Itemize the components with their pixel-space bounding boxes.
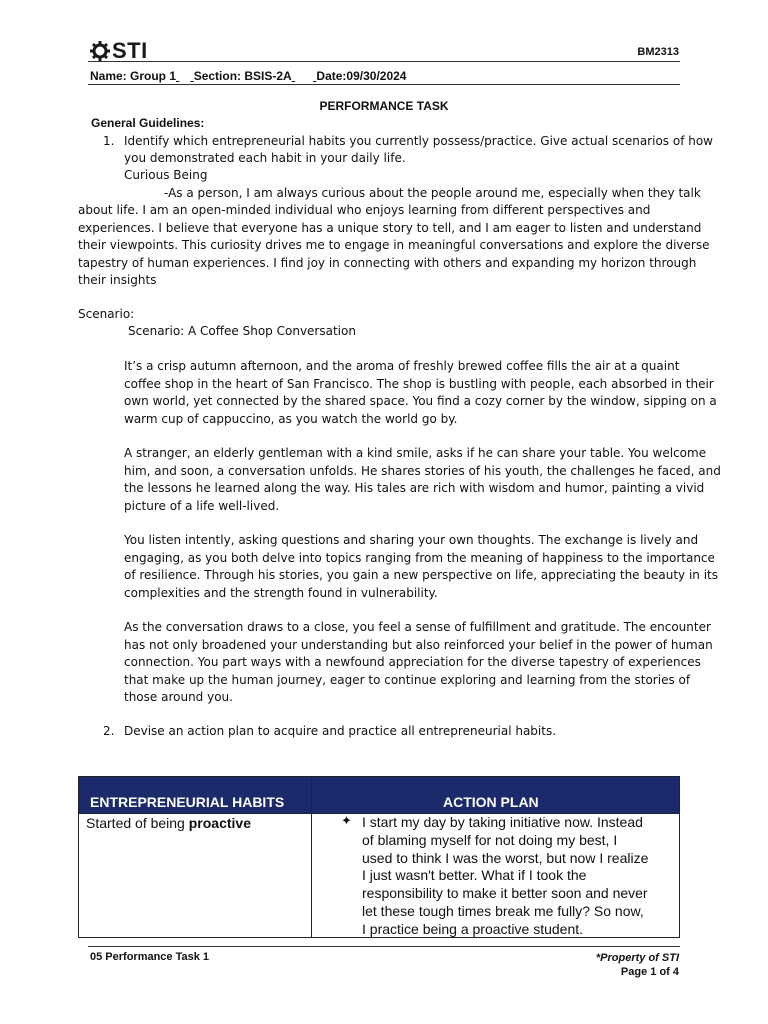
page-number: Page 1 of 4 [620,966,679,978]
property-notice: *Property of STI [595,952,679,964]
scenario-line: warm cup of cappuccino, as you watch the world go by. [124,412,458,426]
footer-right [596,951,679,979]
paragraph-line: experiences. I believe that everyone has a unique story to tell, and I am eager to listen and understand [78,221,702,235]
item1-line2: you demonstrated each habit in your daily life. [124,151,406,165]
footer-title: 05 Performance Task 1 [90,951,210,963]
plan-line: of blaming myself for not doing my best, I [362,831,618,848]
scenario-line: engaging, as you both delve into topics ranging from the meaning of happiness to the importance [124,551,715,565]
scenario-line: picture of a life well-lived. [124,499,280,513]
paragraph-line: tapestry of human experiences. I find joy in connecting with others and expanding my horizon through [78,256,697,270]
plan-line: I practice being a proactive student. [362,920,584,937]
scenario-line: that make up the human journey, eager to continue exploring and learning from the stories of [124,673,691,687]
page-title: PERFORMANCE TASK [319,99,449,113]
scenario-line: It’s a crisp autumn afternoon, and the aroma of freshly brewed coffee fills the air at a quaint [124,359,680,373]
footer-divider [88,946,680,947]
habit-cell-prefix: Started of being [86,815,189,831]
scenario-line: coffee shop in the heart of San Francisco. The shop is bustling with people, each absorbed in their [124,377,714,391]
guidelines-heading: General Guidelines: [91,116,205,130]
paragraph-line: their insights [78,273,157,287]
item2-text: Devise an action plan to acquire and practice all entrepreneurial habits. [124,724,557,738]
plan-line: I start my day by taking initiative now. Instead [362,814,643,830]
star-bullet-icon: ✦ [341,814,352,829]
plan-line: let these tough times break me fully? So now, [362,902,644,919]
scenario-title: Scenario: A Coffee Shop Conversation [128,324,356,338]
name-field: Name: Group 1 [90,69,177,83]
habit-name: Curious Being [124,168,208,182]
plan-line: used to think I was the worst, but now I realize [362,849,649,866]
info-row [90,69,406,83]
scenario-line: own world, yet connected by the shared space. You find a cozy corner by the window, sipping on a [124,394,717,408]
paragraph-line: about life. I am an open-minded individual who enjoys learning from different perspectives and [78,203,651,217]
date-label: Date: [316,69,347,83]
course-code: BM2313 [637,46,679,58]
scenario-line: those around you. [124,690,233,704]
header-divider [88,61,680,62]
action-plan-table [78,776,680,938]
action-plan-cell [362,814,673,939]
logo-text: STI [112,38,148,63]
paragraph-line: -As a person, I am always curious about the people around me, especially when they talk [164,186,701,200]
scenario-line: complexities and the strength found in vulnerability. [124,586,438,600]
date-value: 09/30/2024 [346,69,407,83]
item1-line1: Identify which entrepreneurial habits you currently possess/practice. Give actual scenarios of how [124,134,713,148]
col-header-action-plan: ACTION PLAN [443,794,539,810]
col-header-habits: ENTREPRENEURIAL HABITS [90,794,285,810]
scenario-line: A stranger, an elderly gentleman with a kind smile, asks if he can share your table. You welcome [124,446,707,460]
scenario-line: has not only broadened your understanding but also reinforced your belief in the power of human [124,638,713,652]
scenario-label: Scenario: [78,307,135,321]
plan-line: responsibility to make it better soon and never [362,885,648,902]
scenario-line: connection. You part ways with a newfound appreciation for the diverse tapestry of experiences [124,655,701,669]
scenario-line: him, and soon, a conversation unfolds. He shares stories of his youth, the challenges he faced, and [124,464,721,478]
plan-line: I just wasn't better. What if I took the [362,867,587,884]
gear-icon [90,41,110,61]
habit-cell [86,815,251,831]
section-field: Section: BSIS-2A [193,69,292,83]
scenario-line: of resilience. Through his stories, you gain a new perspective on life, appreciating the beauty in its [124,568,719,582]
item1-number: 1. [103,134,115,148]
info-divider [88,84,680,85]
scenario-line: the lessons he learned along the way. His tales are rich with wisdom and humor, painting a vivid [124,481,705,495]
scenario-line: You listen intently, asking questions and sharing your own thoughts. The exchange is lively and [124,533,699,547]
item2-number: 2. [103,724,115,738]
scenario-line: As the conversation draws to a close, you feel a sense of fulfillment and gratitude. The encounter [124,620,711,634]
paragraph-line: their viewpoints. This curiosity drives me to engage in meaningful conversations and explore the diverse [78,238,710,252]
habit-cell-bold: proactive [188,815,251,831]
